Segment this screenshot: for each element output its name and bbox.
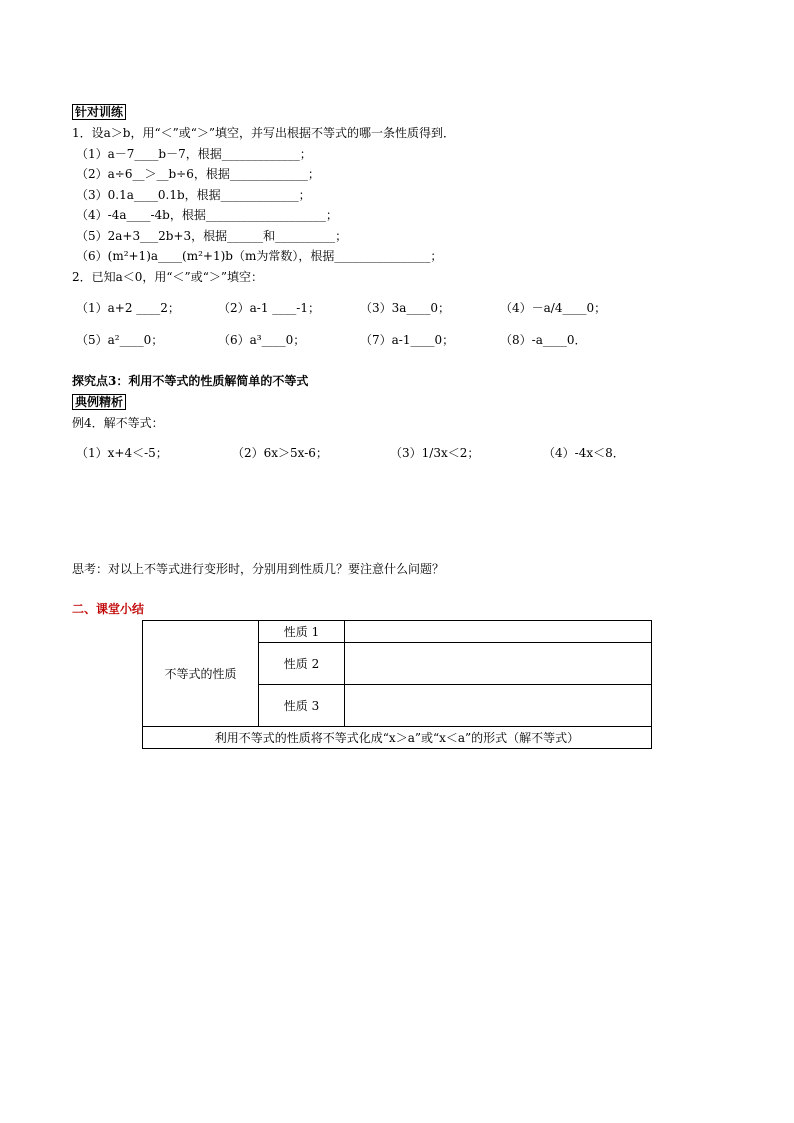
q2-item-3: （3）3a____0；: [360, 301, 451, 315]
example-item-4: （4）-4x＜8．: [543, 446, 625, 460]
q1-item-5: （5）2a+3___2b+3，根据______和__________；: [76, 229, 348, 243]
example-item-2: （2）6x＞5x-6；: [232, 446, 328, 460]
property-3-label: 性质 3: [259, 685, 345, 727]
q1-item-1: （1）a－7____b－7，根据_____________；: [76, 147, 312, 161]
q2-item-8: （8）-a____0．: [500, 333, 587, 347]
q1-item-6: （6）(m²+1)a____(m²+1)b（m为常数），根据________________；: [76, 249, 443, 263]
property-1-cell: [345, 621, 652, 643]
example-item-3: （3）1/3x＜2；: [390, 446, 480, 460]
q2-item-6: （6）a³____0；: [218, 333, 306, 347]
q1-item-2: （2）a÷6__＞__b÷6，根据_____________；: [76, 167, 320, 181]
property-2-cell: [345, 643, 652, 685]
training-label: 针对训练: [72, 104, 126, 120]
property-3-cell: [345, 685, 652, 727]
think-question: 思考：对以上不等式进行变形时，分别用到性质几？要注意什么问题？: [72, 562, 445, 576]
summary-left-label: 不等式的性质: [143, 621, 259, 727]
q1-item-3: （3）0.1a____0.1b，根据_____________；: [76, 188, 311, 202]
q2-item-2: （2）a-1 ____-1；: [218, 301, 320, 315]
q2-item-5: （5）a²____0；: [76, 333, 164, 347]
q1-item-4: （4）-4a____-4b，根据____________________；: [76, 208, 338, 222]
summary-heading: 二、课堂小结: [72, 602, 145, 616]
example-label: 典例精析: [72, 394, 126, 410]
q2-stem: 2．已知a＜0，用“＜”或“＞”填空：: [72, 270, 263, 284]
summary-footer: 利用不等式的性质将不等式化成“x＞a”或“x＜a”的形式（解不等式）: [143, 727, 652, 749]
q1-stem: 1．设a＞b，用“＜”或“＞”填空，并写出根据不等式的哪一条性质得到．: [72, 126, 456, 140]
example-title: 例4．解不等式：: [72, 416, 164, 430]
property-1-label: 性质 1: [259, 621, 345, 643]
summary-table: [142, 620, 652, 749]
q2-item-7: （7）a-1____0；: [360, 333, 455, 347]
property-2-label: 性质 2: [259, 643, 345, 685]
example-item-1: （1）x+4＜-5；: [76, 446, 168, 460]
q2-item-1: （1）a+2 ____2；: [76, 301, 180, 315]
explore-heading: 探究点3：利用不等式的性质解简单的不等式: [72, 374, 309, 388]
q2-item-4: （4）－a/4____0；: [500, 301, 607, 315]
